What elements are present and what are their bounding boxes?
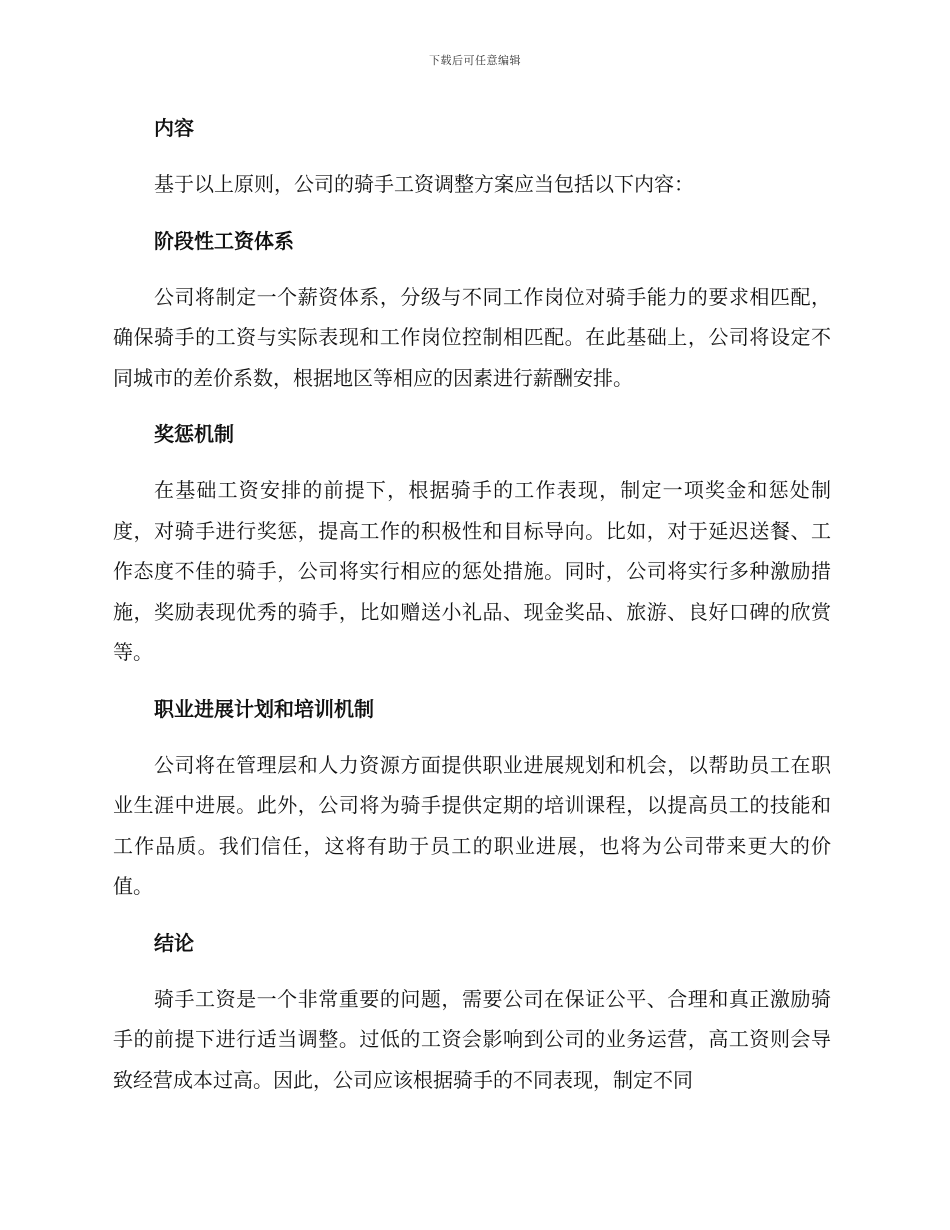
paragraph: 基于以上原则，公司的骑手工资调整方案应当包括以下内容： [154, 172, 694, 196]
section-content [113, 108, 831, 205]
paragraph: 公司将制定一个薪资体系，分级与不同工作岗位对骑手能力的要求相匹配，确保骑手的工资与实际表现和工作岗位控制相匹配。在此基础上，公司将设定不同城市的差价系数，根据地区等相应的因素进行薪酬安排。 [113, 284, 831, 390]
page-header: 下载后可任意编辑 [429, 54, 521, 67]
paragraph: 在基础工资安排的前提下，根据骑手的工作表现，制定一项奖金和惩处制度，对骑手进行奖惩，提高工作的积极性和目标导向。比如，对于延迟送餐、工作态度不佳的骑手，公司将实行相应的惩处措施。同时，公司将实行多种激励措施，奖励表现优秀的骑手，比如赠送小礼品、现金奖品、旅游、良好口碑的欣赏等。 [113, 478, 831, 664]
section-heading: 职业进展计划和培训机制 [154, 696, 374, 721]
section-heading: 内容 [154, 116, 194, 140]
section-heading: 阶段性工资体系 [154, 228, 294, 253]
section-conclusion [113, 923, 831, 1101]
section-reward-penalty [113, 414, 831, 673]
section-heading: 结论 [154, 930, 194, 955]
paragraph: 骑手工资是一个非常重要的问题，需要公司在保证公平、合理和真正激励骑手的前提下进行适当调整。过低的工资会影响到公司的业务运营，高工资则会导致经营成本过高。因此，公司应该根据骑手的不同表现，制定不同 [113, 986, 831, 1092]
paragraph: 公司将在管理层和人力资源方面提供职业进展规划和机会，以帮助员工在职业生涯中进展。此外，公司将为骑手提供定期的培训课程，以提高员工的技能和工作品质。我们信任，这将有助于员工的职业进展，也将为公司带来更大的价值。 [113, 752, 831, 898]
section-career-training [113, 689, 831, 907]
document-body [113, 108, 831, 1116]
section-heading: 奖惩机制 [154, 422, 234, 446]
section-tiered-salary [113, 221, 831, 399]
